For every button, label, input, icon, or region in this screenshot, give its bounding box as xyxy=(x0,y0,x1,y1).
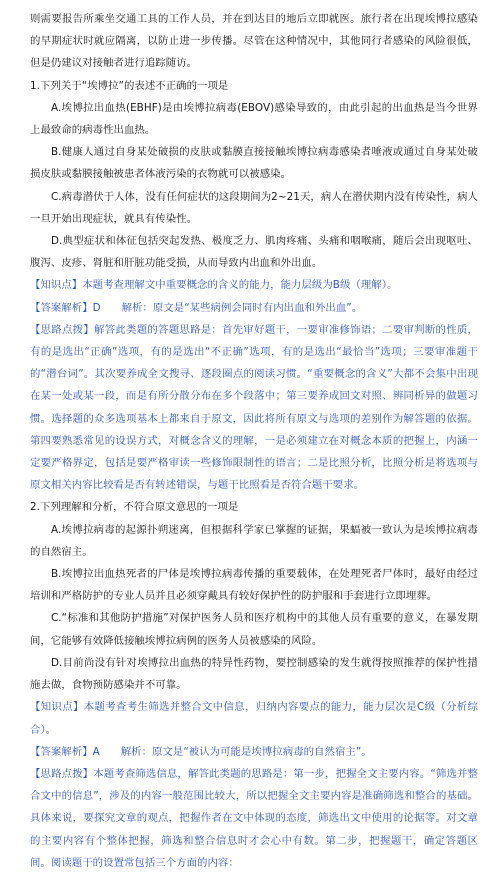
question-2-answer xyxy=(30,741,478,763)
knowledge-point-label: 【知识点】 xyxy=(30,701,84,714)
knowledge-point-text: 本题考查考生筛选并整合文中信息，归纳内容要点的能力，能力层次是C级（分析综合）。 xyxy=(30,701,478,736)
thought-text: 解答此类题的答题思路是：首先审好题干，一要审准修饰语；二要审判断的性质，有的是选出“正确”选项，有的是选出“不正确”选项，有的是选出“最恰当”选项；三要审准题干的“潜台词”。其次要养成全文搜寻、逐段圈点的阅读习惯。“重要概念的含义”大都不会集中出现在某一处或某一段，而是有所分散分布在多个段落中；第三要养成回文对照、辨同析异的做题习惯。选择题的众多选项基本上都来自于原文，因此将所有原文与选项的差别作为解答题的依据。第四要熟悉常见的设误方式，对概念含义的理解，一是必须建立在对概念本质的把握上，内涵一定要严格界定，包括是要严格审读一些修饰限制性的语言；二是比照分析，比照分析是将选项与原文相关内容比较看是否有转述错误，与题干比照看是否符合题干要求。 xyxy=(30,323,478,492)
answer-label: 【答案解析】 xyxy=(30,301,93,314)
question-1-stem: 1.下列关于“埃博拉”的表述不正确的一项是 xyxy=(30,79,229,92)
question-2-option-a: A.埃博拉病毒的起源扑朔迷离，但根据科学家已掌握的证据，果蝠被一致认为是埃博拉病毒的自然宿主。 xyxy=(30,523,478,558)
question-2-thought xyxy=(30,763,478,874)
answer-text: D 解析：原文是“某些病例会同时有内出血和外出血”。 xyxy=(92,301,363,314)
question-2-option-c: C.“标准和其他防护措施”对保护医务人员和医疗机构中的其他人员有重要的意义，在暴发期间，它能够有效降低接触埃博拉病例的医务人员被感染的风险。 xyxy=(30,612,478,647)
question-2-stem: 2.下列理解和分析，不符合原文意思的一项是 xyxy=(30,501,239,514)
question-1-knowledge-point xyxy=(30,274,478,296)
thought-text: 本题考查筛选信息，解答此类题的思路是：第一步，把握全文主要内容。“筛选并整合文中的信息”，涉及的内容一般范围比较大，所以把握全文主要内容是准确筛选和整合的基础。具体来说，要探究文章的观点，把握作者在文中体现的态度，筛选出文中使用的论据等。对文章的主要内容有个整体把握，筛选和整合信息时才会心中有数。第二步，把握题干，确定答题区间。阅读题干的设置常包括三个方面的内容： xyxy=(30,767,478,869)
answer-label: 【答案解析】 xyxy=(30,745,93,758)
question-1-answer xyxy=(30,297,478,319)
question-2-option-b: B.埃博拉出血热死者的尸体是埃博拉病毒传播的重要载体，在处理死者尸体时，最好由经过培训和严格防护的专业人员并且必须穿戴具有较好保护性的防护服和手套进行立即埋葬。 xyxy=(30,568,478,603)
thought-label: 【思路点拨】 xyxy=(30,323,95,336)
knowledge-point-label: 【知识点】 xyxy=(30,279,83,292)
question-2-option-d: D.目前尚没有针对埃博拉出血热的特异性药物，要控制感染的发生就得按照推荐的保护性措施去做，食物预防感染并不可靠。 xyxy=(30,656,478,692)
question-1-option-b: B.健康人通过自身某处破损的皮肤或黏膜直接接触埃博拉病毒感染者唾液或通过自身某处破损皮肤或黏膜接触被患者体液污染的衣物就可以被感染。 xyxy=(30,146,478,181)
question-2-knowledge-point xyxy=(30,696,478,740)
knowledge-point-text: 本题考查理解文中重要概念的含义的能力，能力层级为B级（理解）。 xyxy=(82,279,398,292)
intro-paragraph: 则需要报告所乘坐交通工具的工作人员，并在到达目的地后立即就医。旅行者在出现埃博拉感染的早期症状时就应隔离，以防止进一步传播。尽管在这种情况中，其他同行者感染的风险很低，但是仍建议对接触者进行追踪随访。 xyxy=(30,13,478,70)
question-1-option-a: A.埃博拉出血热(EBHF)是由埃博拉病毒(EBOV)感染导致的，由此引起的出血热是当今世界上最致命的病毒性出血热。 xyxy=(30,101,478,137)
thought-label: 【思路点拨】 xyxy=(30,767,94,780)
question-1-thought xyxy=(30,319,478,497)
answer-text: A 解析：原文是“被认为可能是埃博拉病毒的自然宿主”。 xyxy=(92,745,372,758)
question-1-option-c: C.病毒潜伏于人体，没有任何症状的这段期间为2~21天，病人在潜伏期内没有传染性，病人一旦开始出现症状，就具有传染性。 xyxy=(30,190,478,225)
question-1-option-d: D.典型症状和体征包括突起发热、极度乏力、肌肉疼痛、头痛和咽喉痛，随后会出现呕吐、腹泻、皮疹、肾脏和肝脏功能受损，从而导致内出血和外出血。 xyxy=(30,235,478,270)
